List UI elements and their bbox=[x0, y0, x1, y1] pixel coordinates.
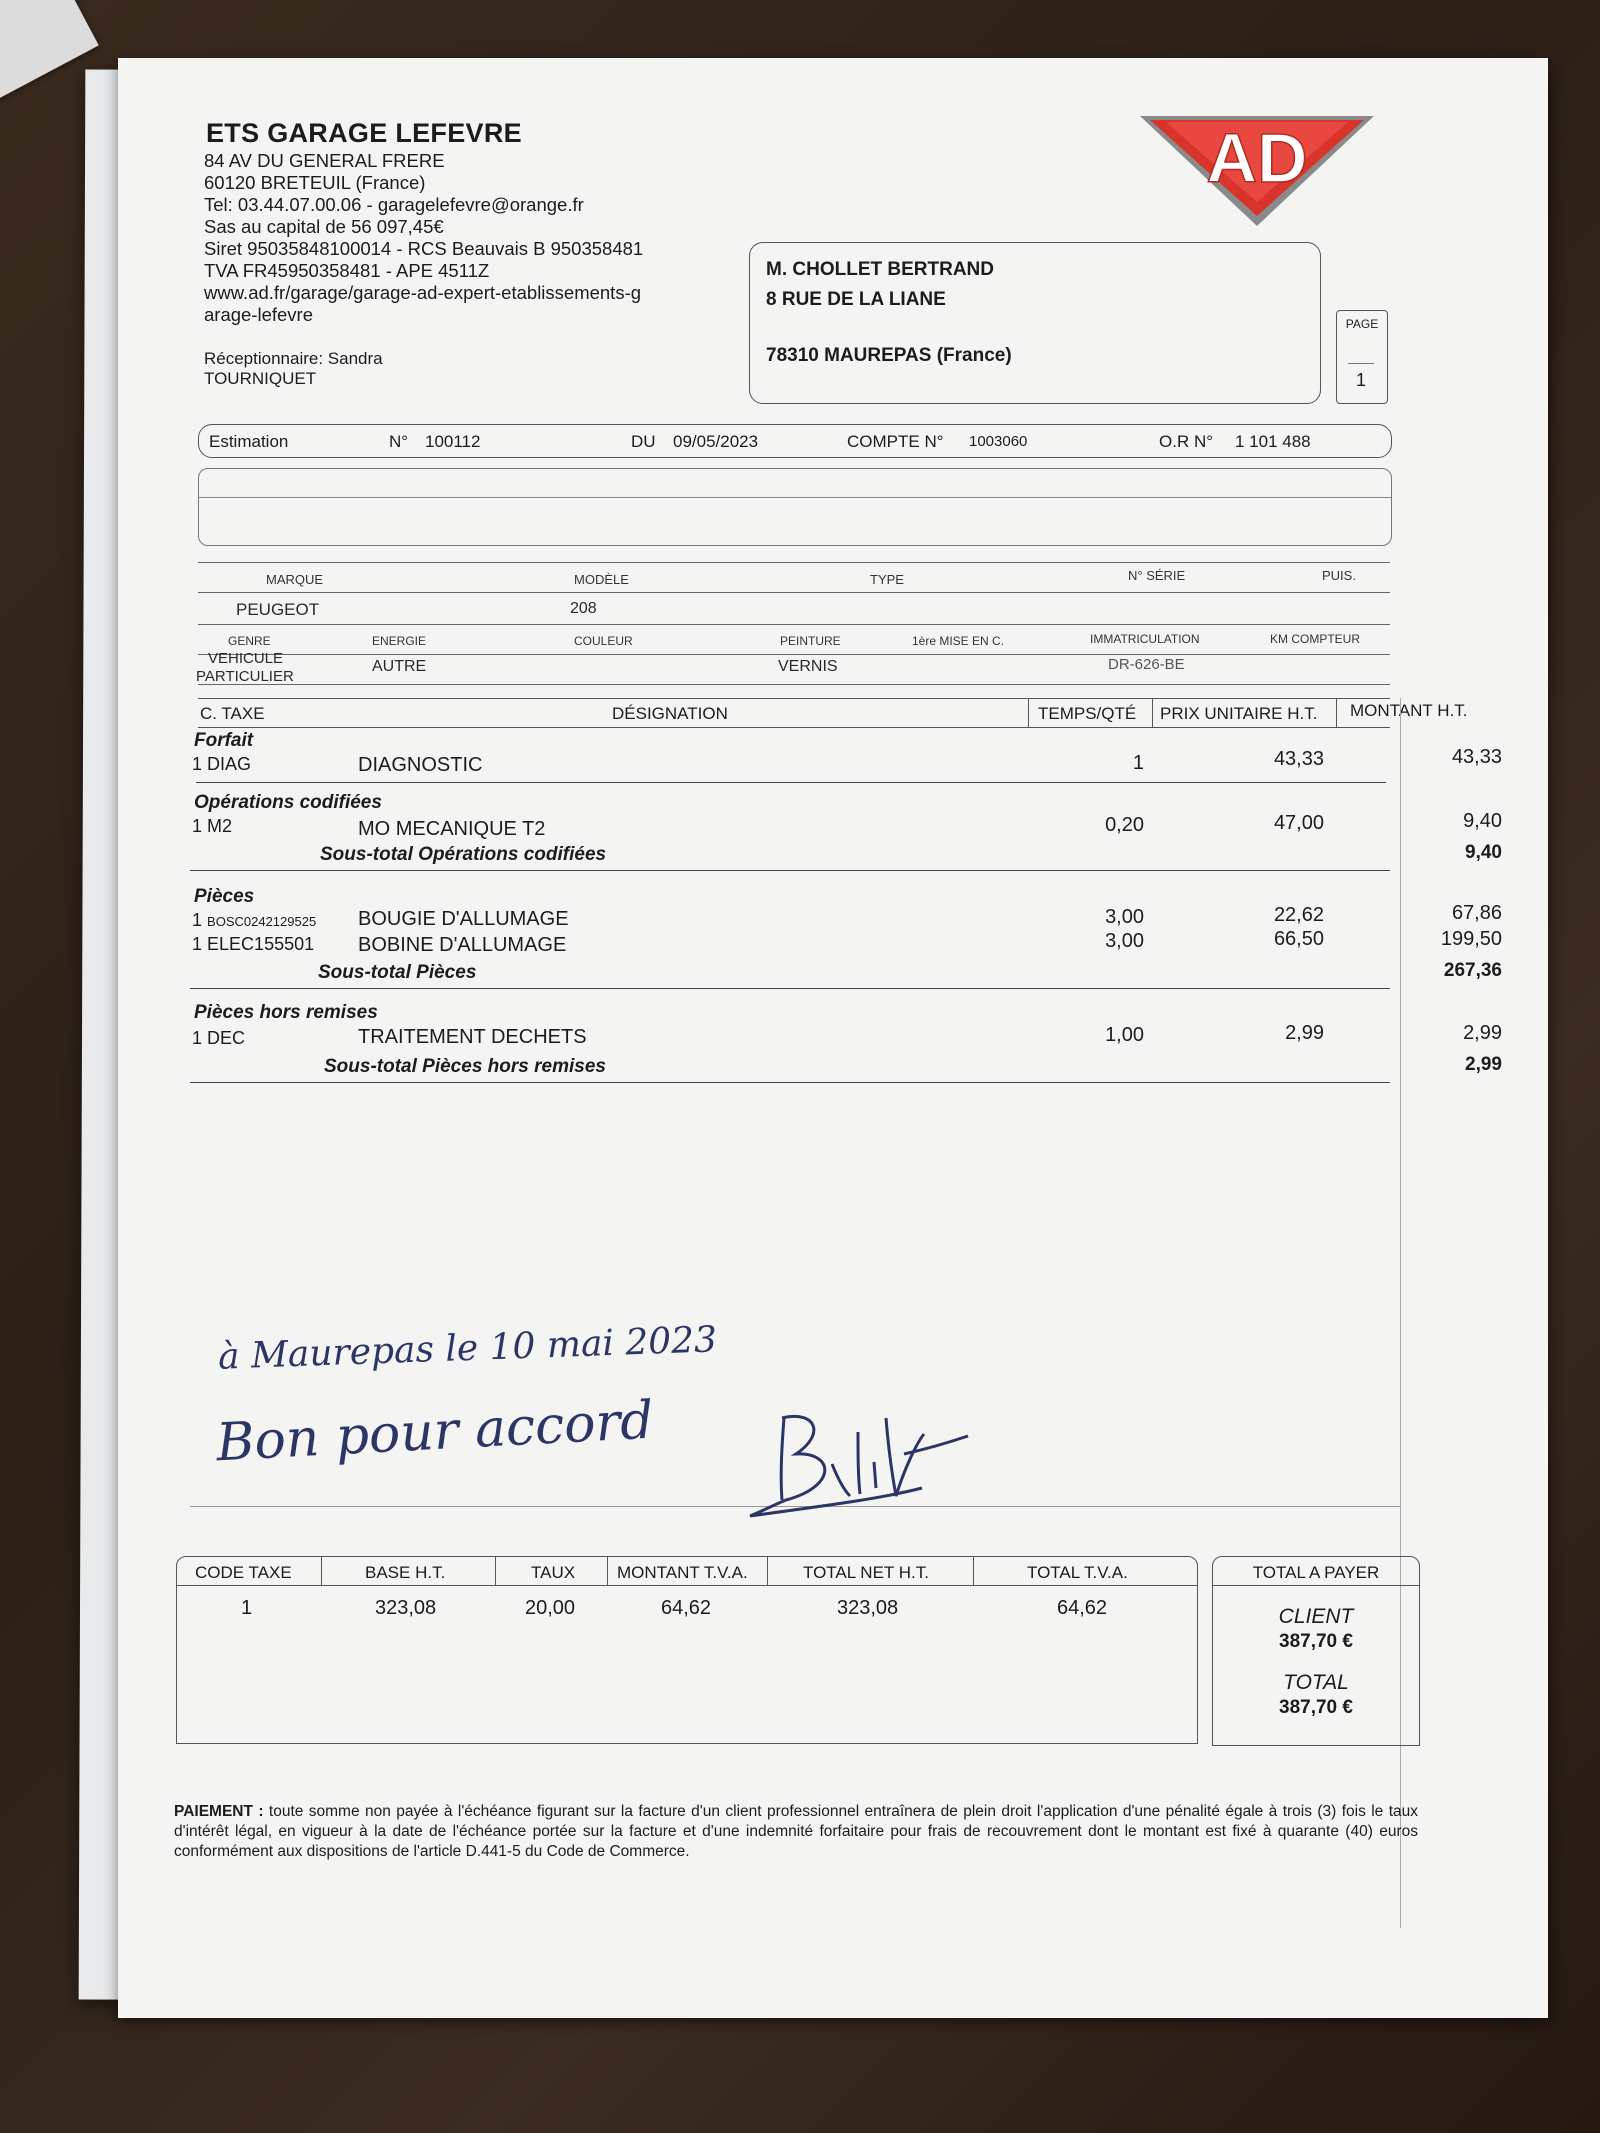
pieces-subtotal: 267,36 bbox=[1443, 960, 1502, 981]
payment-terms bbox=[174, 1802, 1418, 1862]
garage-contact: Tel: 03.44.07.00.06 - garagelefevre@orange.fr bbox=[204, 194, 584, 215]
vehicle-header-paint: PEINTURE bbox=[780, 634, 841, 648]
operations-row-qty: 0,20 bbox=[1105, 814, 1144, 836]
client-city: 78310 MAUREPAS (France) bbox=[766, 345, 1012, 366]
vehicle-paint: VERNIS bbox=[778, 658, 838, 675]
garage-name: ETS GARAGE LEFEVRE bbox=[206, 118, 522, 148]
account-number: 1003060 bbox=[969, 433, 1028, 450]
client-name: M. CHOLLET BERTRAND bbox=[766, 259, 994, 280]
pieces-row1-qty: 3,00 bbox=[1105, 906, 1144, 928]
operations-row-amount: 9,40 bbox=[1463, 810, 1502, 832]
document-type: Estimation bbox=[209, 432, 289, 451]
forfait-row-designation: DIAGNOSTIC bbox=[358, 754, 483, 776]
pieces-row2-qty: 3,00 bbox=[1105, 930, 1144, 952]
ad-logo bbox=[1136, 110, 1378, 230]
vat-rate: 20,00 bbox=[525, 1597, 576, 1619]
garage-address-city: 60120 BRETEUIL (France) bbox=[204, 172, 426, 193]
hors-remises-subtotal: 2,99 bbox=[1465, 1054, 1502, 1075]
garage-website-cont: arage-lefevre bbox=[204, 304, 314, 325]
vehicle-block bbox=[198, 562, 1390, 684]
vehicle-brand: PEUGEOT bbox=[236, 600, 320, 619]
vehicle-header-power: PUIS. bbox=[1322, 568, 1356, 583]
vehicle-header-brand: MARQUE bbox=[266, 572, 324, 587]
vat-summary-table bbox=[176, 1556, 1198, 1744]
estimate-document bbox=[118, 58, 1548, 2018]
page-label: PAGE bbox=[1345, 317, 1379, 331]
header-amount: MONTANT H.T. bbox=[1350, 701, 1468, 720]
garage-capital: Sas au capital de 56 097,45€ bbox=[204, 216, 444, 237]
vehicle-registration: DR-626-BE bbox=[1108, 656, 1185, 673]
pieces-subtotal-label: Sous-total Pièces bbox=[318, 962, 477, 983]
garage-website: www.ad.fr/garage/garage-ad-expert-etablissements-g bbox=[204, 282, 642, 303]
vehicle-header-genre: GENRE bbox=[228, 634, 271, 648]
vehicle-energy: AUTRE bbox=[372, 658, 427, 675]
client-street: 8 RUE DE LA LIANE bbox=[766, 289, 946, 310]
page-number: 1 bbox=[1348, 363, 1374, 400]
or-label: O.R N° bbox=[1159, 432, 1214, 451]
handwritten-approval: Bon pour accord bbox=[214, 1390, 655, 1474]
estimate-info-bar bbox=[198, 424, 1392, 458]
pieces-row1-code: 1 BOSC0242129525 bbox=[192, 910, 317, 930]
operations-subtotal-label: Sous-total Opérations codifiées bbox=[320, 844, 607, 865]
section-hors-remises-title: Pièces hors remises bbox=[194, 1002, 378, 1023]
forfait-row-unit-price: 43,33 bbox=[1273, 748, 1324, 770]
pieces-row1-designation: BOUGIE D'ALLUMAGE bbox=[358, 908, 569, 930]
grand-total-amount: 387,70 € bbox=[1279, 1697, 1353, 1718]
operations-subtotal: 9,40 bbox=[1465, 842, 1502, 863]
header-quantity: TEMPS/QTÉ bbox=[1038, 704, 1137, 723]
vehicle-header-first-reg: 1ère MISE EN C. bbox=[912, 634, 1005, 648]
vat-header-code: CODE TAXE bbox=[195, 1563, 292, 1582]
hors-remises-row-code: 1 DEC bbox=[192, 1028, 246, 1048]
vat-base: 323,08 bbox=[375, 1597, 437, 1619]
total-to-pay-header: TOTAL A PAYER bbox=[1252, 1563, 1380, 1582]
grand-total-label: TOTAL bbox=[1283, 1671, 1349, 1694]
vehicle-header-model: MODÈLE bbox=[574, 572, 629, 587]
garage-tva: TVA FR45950358481 - APE 4511Z bbox=[204, 260, 490, 281]
pieces-row2-amount: 199,50 bbox=[1440, 928, 1502, 950]
vehicle-header-color: COULEUR bbox=[574, 634, 633, 648]
vat-header-vat-amount: MONTANT T.V.A. bbox=[617, 1563, 748, 1582]
vat-header-base: BASE H.T. bbox=[365, 1563, 446, 1582]
receptionist-name: TOURNIQUET bbox=[204, 369, 317, 388]
detail-table-header bbox=[198, 698, 1468, 728]
vehicle-genre-line1: VEHICULE bbox=[208, 650, 284, 667]
estimate-number: 100112 bbox=[425, 432, 481, 451]
pieces-row1-unit-price: 22,62 bbox=[1273, 904, 1324, 926]
vat-header-net-total: TOTAL NET H.T. bbox=[803, 1563, 929, 1582]
section-forfait-title: Forfait bbox=[194, 730, 254, 751]
section-operations-title: Opérations codifiées bbox=[194, 792, 382, 813]
empty-remarks-box bbox=[198, 468, 1392, 546]
vehicle-header-mileage: KM COMPTEUR bbox=[1270, 632, 1360, 646]
background-paper-corner bbox=[0, 0, 99, 102]
page-number-box bbox=[1336, 310, 1388, 404]
hors-remises-row-qty: 1,00 bbox=[1105, 1024, 1144, 1046]
hors-remises-row-amount: 2,99 bbox=[1463, 1022, 1502, 1044]
hors-remises-subtotal-label: Sous-total Pièces hors remises bbox=[324, 1056, 606, 1077]
section-pieces-title: Pièces bbox=[194, 886, 255, 907]
vat-total: 64,62 bbox=[1057, 1597, 1108, 1619]
date-label: DU bbox=[631, 432, 656, 451]
pieces-row2-code: 1 ELEC155501 bbox=[192, 934, 315, 954]
ad-logo-text: AD bbox=[1206, 119, 1308, 197]
vehicle-model: 208 bbox=[570, 600, 597, 617]
or-number: 1 101 488 bbox=[1235, 432, 1311, 451]
header-designation: DÉSIGNATION bbox=[612, 704, 728, 723]
operations-row-designation: MO MECANIQUE T2 bbox=[358, 818, 546, 840]
garage-address-street: 84 AV DU GENERAL FRERE bbox=[204, 150, 445, 171]
vehicle-header-type: TYPE bbox=[870, 572, 904, 587]
estimate-number-label: N° bbox=[389, 432, 409, 451]
vat-code: 1 bbox=[241, 1597, 253, 1619]
header-tax-code: C. TAXE bbox=[200, 704, 265, 723]
account-label: COMPTE N° bbox=[847, 432, 944, 451]
client-signature bbox=[746, 1404, 976, 1524]
total-to-pay-box bbox=[1212, 1556, 1420, 1746]
pieces-row1-amount: 67,86 bbox=[1451, 902, 1502, 924]
vehicle-header-registration: IMMATRICULATION bbox=[1090, 632, 1200, 646]
operations-row-code: 1 M2 bbox=[192, 816, 233, 836]
vat-header-vat-total: TOTAL T.V.A. bbox=[1027, 1563, 1128, 1582]
forfait-row-amount: 43,33 bbox=[1451, 746, 1502, 768]
vat-header-rate: TAUX bbox=[531, 1563, 576, 1582]
vehicle-header-energy: ENERGIE bbox=[372, 634, 427, 648]
client-total-amount: 387,70 € bbox=[1279, 1631, 1353, 1652]
vehicle-header-serial: N° SÉRIE bbox=[1128, 568, 1186, 583]
operations-row-unit-price: 47,00 bbox=[1273, 812, 1324, 834]
payment-terms-text: toute somme non payée à l'échéance figurant sur la facture d'un client professionnel entraînera de plein droit l'application d'une pénalité égale à trois (3) fois le taux d'intérêt légal, en vigueur à la date de l'échéance portée sur la facture et d'une indemnité forfaitaire pour frais de recouvrement dont le montant est fixé à quarante (40) euros conformément aux dispositions de l'article D.441-5 du Code de Commerce. bbox=[174, 1803, 1418, 1860]
forfait-row-qty: 1 bbox=[1132, 752, 1144, 774]
client-total-label: CLIENT bbox=[1278, 1605, 1354, 1628]
hors-remises-row-unit-price: 2,99 bbox=[1285, 1022, 1324, 1044]
hors-remises-row-designation: TRAITEMENT DECHETS bbox=[358, 1026, 587, 1048]
receptionist-label: Réceptionnaire: Sandra bbox=[204, 349, 383, 368]
estimate-date: 09/05/2023 bbox=[673, 432, 759, 451]
garage-siret: Siret 95035848100014 - RCS Beauvais B 950358481 bbox=[204, 238, 644, 259]
header-unit-price: PRIX UNITAIRE H.T. bbox=[1160, 704, 1318, 723]
net-total: 323,08 bbox=[837, 1597, 899, 1619]
handwritten-place-date: à Maurepas le 10 mai 2023 bbox=[217, 1319, 718, 1378]
forfait-row-code: 1 DIAG bbox=[192, 754, 252, 774]
payment-terms-label: PAIEMENT : bbox=[174, 1803, 264, 1820]
vehicle-genre-line2: PARTICULIER bbox=[196, 668, 294, 685]
pieces-row2-unit-price: 66,50 bbox=[1273, 928, 1324, 950]
vat-amount: 64,62 bbox=[661, 1597, 712, 1619]
client-address-box bbox=[749, 242, 1321, 404]
pieces-row2-designation: BOBINE D'ALLUMAGE bbox=[358, 934, 567, 956]
